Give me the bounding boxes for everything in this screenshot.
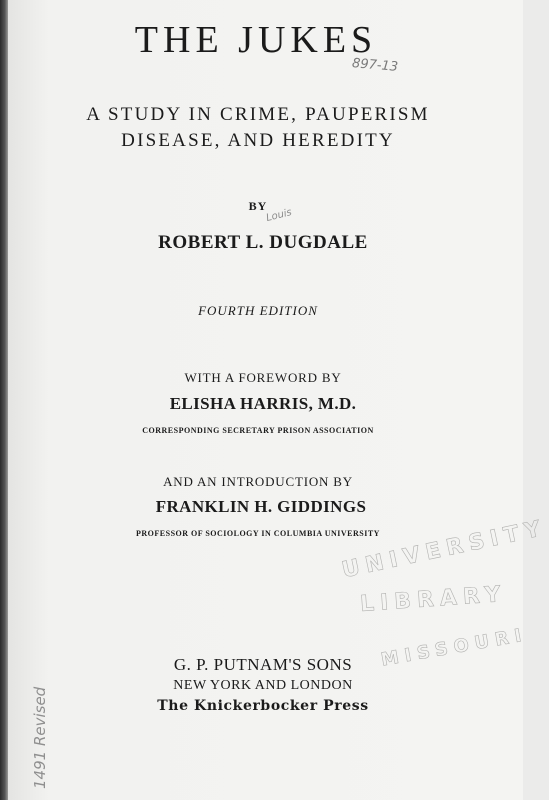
introduction-intro: AND AN INTRODUCTION BY bbox=[163, 474, 353, 489]
stamp-line-3: MISSOURI bbox=[379, 624, 529, 671]
stamp-line-1: UNIVERSITY bbox=[339, 515, 549, 584]
foreword-author: ELISHA HARRIS, M.D. bbox=[169, 394, 357, 413]
publisher-name: G. P. PUTNAM'S SONS bbox=[173, 655, 353, 674]
book-title: THE JUKES bbox=[134, 19, 378, 61]
handwritten-call-number: 897-13 bbox=[351, 56, 399, 75]
author-name: ROBERT L. DUGDALE bbox=[158, 232, 368, 253]
book-spine-edge bbox=[0, 0, 8, 800]
publisher-city: NEW YORK AND LONDON bbox=[173, 678, 353, 693]
handwritten-margin-note: 1491 Revised bbox=[31, 686, 49, 789]
foreword-intro: WITH A FOREWORD BY bbox=[184, 370, 342, 385]
edition-label: FOURTH EDITION bbox=[198, 303, 318, 318]
by-label: BY bbox=[248, 199, 268, 213]
introduction-author: FRANKLIN H. GIDDINGS bbox=[155, 497, 367, 516]
stamp-line-2: LIBRARY bbox=[359, 581, 508, 618]
foreword-author-role: CORRESPONDING SECRETARY PRISON ASSOCIATION bbox=[142, 426, 374, 435]
introduction-author-role: PROFESSOR OF SOCIOLOGY IN COLUMBIA UNIVERSITY bbox=[136, 529, 380, 538]
publisher-press: The Knickerbocker Press bbox=[157, 698, 369, 714]
subtitle-line-1: A STUDY IN CRIME, PAUPERISM bbox=[86, 104, 430, 125]
subtitle-line-2: DISEASE, AND HEREDITY bbox=[121, 130, 395, 151]
handwritten-author-note: Louis bbox=[265, 207, 293, 224]
